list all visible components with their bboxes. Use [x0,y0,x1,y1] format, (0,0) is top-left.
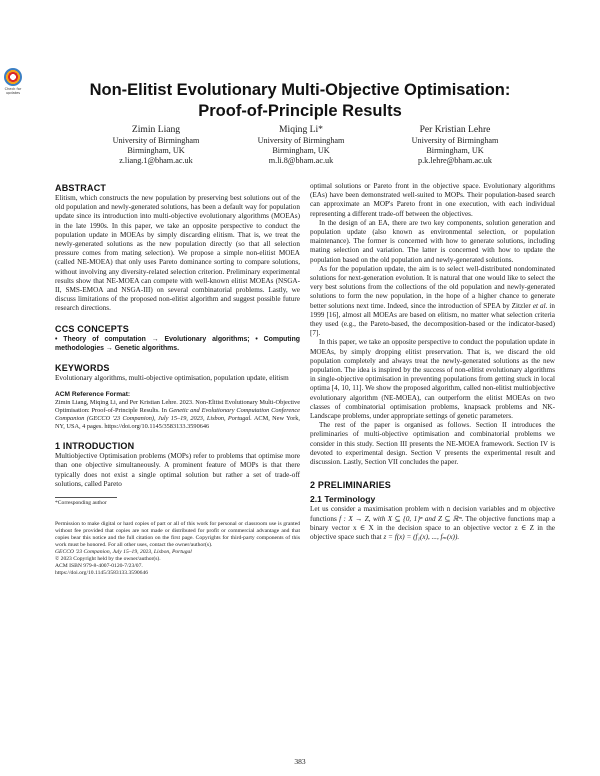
badge-caption: Check for updates [4,87,22,95]
ccs-item-1: • Theory of computation → Evolutionary algorithms; [55,335,250,343]
title-line-1: Non-Elitist Evolutionary Multi-Objective Optimisation: [89,81,511,99]
author-3 [370,124,540,167]
author-name: Zimin Liang [131,124,181,135]
permission-copyright: © 2023 Copyright held by the owner/author(s). [55,556,161,563]
introduction-text: Multiobjective Optimisation problems (MOPs) refer to problems that optimise more than one objective simultaneously. A prominent feature of MOPs is that there typically does not exist a single optimal solution but rather a set of trade-off solutions, called Pareto [55,452,300,488]
author-email[interactable]: m.li.8@bham.ac.uk [268,156,334,166]
paper-title [40,80,560,122]
author-city: Birmingham, UK [426,145,484,155]
footnote: *Corresponding author [55,500,107,507]
paragraph-4: In this paper, we take an opposite perspective to conduct the population update in MOEAs, by simply dropping elitist preservation. That is, we discard the old population completely and always treat the newly-generated solutions as the new population. The idea is inspired by the success of non-elitist evolutionary algorithms in single-objective optimisation in preventing populations from getting stuck in local optima [4, 10, 11]. We show the proposed algorithm, called non-elitist multiobjective evolutionary algorithm (NE-MOEA), can outperform the elitist MOEAs on two classes of combinatorial optimisation problems, knapsack problems and NK-Landscape problems, under appropriate settings of genetic parameters. [310,338,555,421]
abstract-text: Elitism, which constructs the new population by preserving best solutions out of the old population and newly-generated solutions, has been a default way for population update since its introduction into multi-objective evolutionary algorithms (MOEAs) in the late 1990s. In this paper, we take an opposite perspective to conduct the population update in MOEAs by simply discarding elitism. That is, we treat the newly-generated solutions as the new population directly (so that all selection pressure comes from mating selection). We propose a simple non-elitist MOEA (called NE-MOEA) that only uses Pareto dominance sorting to compare solutions, without involving any diversity-related selection criterion. Preliminary experimental results show that NE-MOEA can compete with well-known elitist MOEAs (NSGA-II, SMS-EMOA and NSGA-III) on several combinatorial problems. Lastly, we discuss limitations of the proposed non-elitist algorithm and suggest possible future research directions. [55,194,300,313]
acm-reference [55,390,300,431]
permission-isbn: ACM ISBN 979-8-4007-0120-7/23/07. [55,563,143,570]
author-affiliation: University of Birmingham [112,135,200,145]
terminology-heading: 2.1 Terminology [310,494,376,505]
footnote-block [55,497,300,507]
introduction-heading: 1 INTRODUCTION [55,441,135,452]
artifact-badge-icon [4,68,22,86]
author-block [0,124,600,179]
author-2 [216,124,386,167]
left-column [55,182,300,577]
paragraph-3: As for the population update, the aim is to select well-distributed nondominated solutions for next-generation evolution. It is natural that one would like to select the very best solutions from the collections of the old population and newly-generated solutions to form the new population, in the hope of a higher chance to generate better solutions next time. Indeed, since the introduction of SPEA by Zitzler et al. in 1999 [16], almost all MOEAs are based on elitism, no matter what selection criteria they used (e.g., the Pareto-based, the decomposition-based or the indicator-based) [7]. [310,264,555,338]
author-affiliation: University of Birmingham [257,135,345,145]
acm-reference-text [55,399,300,431]
permission-doi[interactable]: https://doi.org/10.1145/3583133.3590646 [55,570,149,577]
author-name: Per Kristian Lehre [419,124,491,135]
preliminaries-heading: 2 PRELIMINARIES [310,480,392,491]
paragraph-2: In the design of an EA, there are two key components, solution generation and population update (also known as environmental selection, or population maintenance). The former is concerned with how to generate solutions, including mating selection and variation. The latter is concerned with how to update the population based on the old population and newly-generated solutions. [310,218,555,264]
paragraph-5: The rest of the paper is organised as follows. Section II introduces the preliminaries of multi-objective optimisation and combinatorial problems we consider in this study. Section III presents the NE-MOEA framework. Section IV is devoted to experimental design. Section V presents the experimental result and discussion. Lastly, Section VII concludes the paper. [310,421,555,467]
page-number: 383 [294,757,306,766]
artifact-badge[interactable] [2,68,24,96]
author-affiliation: University of Birmingham [411,135,499,145]
permission-venue: GECCO '23 Companion, July 15–19, 2023, Lisbon, Portugal [55,549,192,556]
acm-ref-authors: Zimin Liang, Miqing Li, and Per Kristian Lehre. 2023. Non-Elitist Evolutionary Multi-Objective Optimisation: Proof-of-Principle Results. In [55,399,300,415]
acm-ref-venue: Genetic and Evolutionary Computation Conference Companion (GECCO '23 Companion), July 15–19, 2023, Lisbon, Portugal. [55,407,300,423]
author-email[interactable]: z.liang.1@bham.ac.uk [119,156,193,166]
permission-text: Permission to make digital or hard copies of part or all of this work for personal or classroom use is granted without fee provided that copies are not made or distributed for profit or commercial advantage and that copies bear this notice and the full citation on the first page. Copyrights for third-party components of this work must be honored. For all other uses, contact the owner/author(s). [55,521,300,549]
right-column [310,182,555,542]
abstract-heading: ABSTRACT [55,183,107,193]
acm-reference-heading: ACM Reference Format: [55,391,131,399]
ccs-concepts [55,335,300,353]
author-name: Miqing Li* [279,124,323,135]
ccs-item-2: • Computing methodologies → Genetic algorithms. [55,335,300,352]
permission-block [55,521,300,577]
ccs-heading: CCS CONCEPTS [55,323,129,334]
keywords-heading: KEYWORDS [55,363,110,374]
title-line-2: Proof-of-Principle Results [198,102,402,120]
author-city: Birmingham, UK [127,145,185,155]
author-email[interactable]: p.k.lehre@bham.ac.uk [418,156,492,166]
paragraph-6: Let us consider a maximisation problem with n decision variables and m objective functions f : X → Z, with X ⊆ {0, 1}ⁿ and Z ⊆ ℝᵐ. The objective functions map a binary vector x ∈ X in the decision space to an objective vector z ∈ Z in the objective space such that z = f(x) = (f₁(x), ..., fₘ(x)). [310,505,556,541]
keywords-text: Evolutionary algorithms, multi-objective optimisation, population update, elitism [55,374,289,383]
footnote-rule [55,497,117,498]
acm-ref-tail[interactable]: ACM, New York, NY, USA, 4 pages. https://doi.org/10.1145/3583133.3590646 [55,415,300,431]
author-city: Birmingham, UK [272,145,330,155]
paragraph-1: optimal solutions or Pareto front in the objective space. Evolutionary algorithms (EAs) have been demonstrated well-suited to MOPs. Their population-based search can approximate an MOP's Pareto front in one execution, with each individual representing a different trade-off between the objectives. [310,182,555,218]
